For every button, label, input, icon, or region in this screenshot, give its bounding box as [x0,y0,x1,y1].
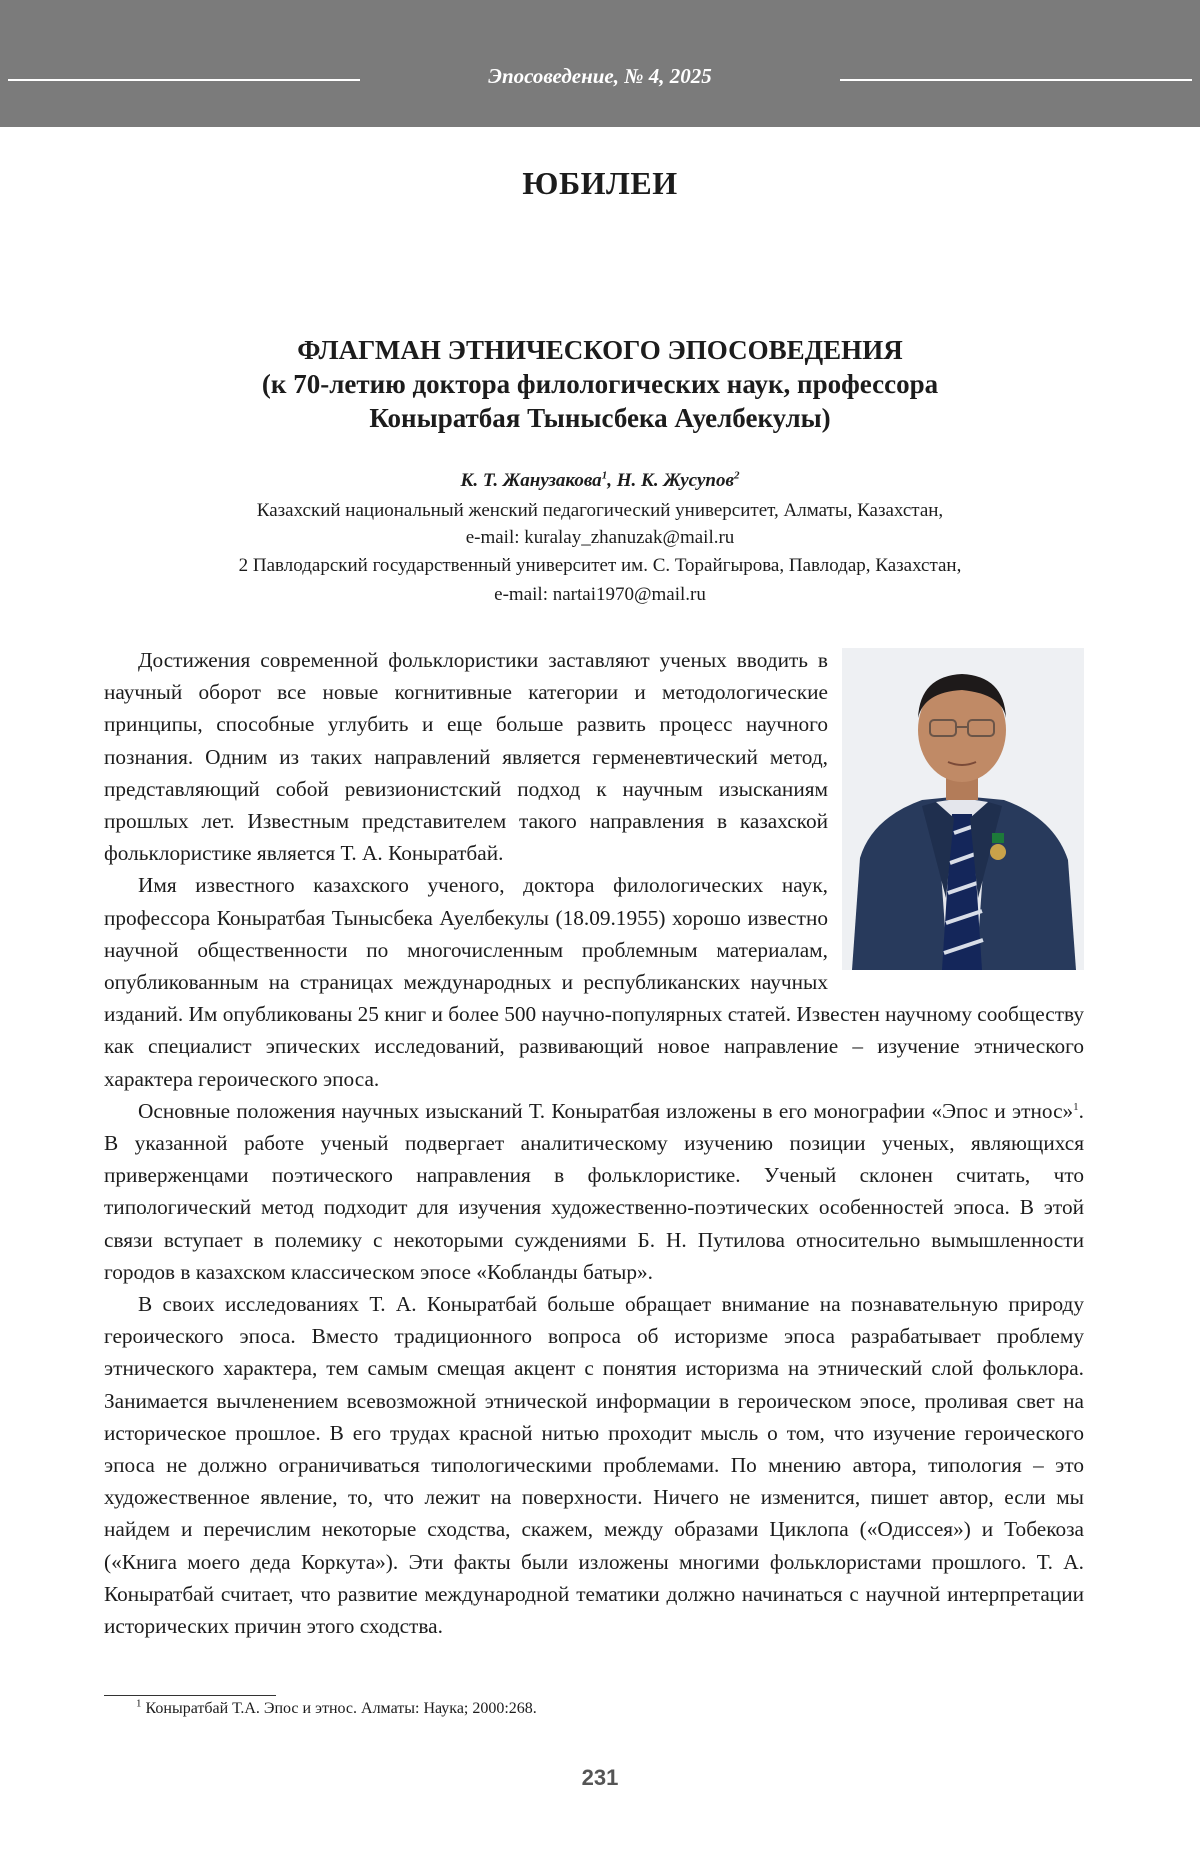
section-title: ЮБИЛЕИ [522,165,678,201]
footnote-text: Коныратбай Т.А. Эпос и этнос. Алматы: Наука; 2000:268. [141,1700,537,1717]
header-rule-right [840,79,1192,81]
article-title [0,333,1200,435]
footnote-rule [104,1695,276,1696]
authors-line [0,470,1200,492]
header-rule-left [8,79,360,81]
journal-header [0,0,1200,127]
author-1-sup: 1 [601,469,608,482]
article-title-line-1: ФЛАГМАН ЭТНИЧЕСКОГО ЭПОСОВЕДЕНИЯ [297,335,903,365]
portrait-photo [842,648,1084,970]
paragraph-2: Имя известного казахского ученого, доктора филологических наук, профессора Коныратбая Тынысбека Ауелбекулы (18.09.1955) хорошо известно научной общественности по многочисленным проблемным материалам, опубликованным на страницах международных и республиканских научных изданий. Им опубликованы 25 книг и более 500 научно-популярных статей. Известен научному сообществу как специалист эпических исследований, развивающий новое направление – изучение этнического характера героического эпоса. [104,873,1084,1091]
journal-title: Эпосоведение, № 4, 2025 [488,64,712,88]
footnote-ref: 1 [1073,1100,1079,1113]
paragraph-3-part-1: Основные положения научных изысканий Т. Коныратбая изложены в его монографии «Эпос и этнос» [138,1098,1074,1123]
paragraph-3 [104,1095,1084,1288]
page-number: 231 [581,1765,619,1790]
footnote [136,1697,537,1718]
author-separator: , [607,470,617,491]
article-title-line-3: Коныратбая Тынысбека Ауелбекулы) [369,403,831,433]
paragraph-3-part-2: . В указанной работе ученый подвергает аналитическому изучению позиции ученых, являющихся приверженцами поэтического направления в фольклористике. Ученый склонен считать, что типологический метод подходит для изучения художественно-поэтических особенностей эпоса. В этой связи вступает в полемику с некоторыми суждениями Б. Н. Путилова относительно вымышленности городов в казахском классическом эпосе «Кобланды батыр». [104,1098,1084,1284]
article-title-line-2: (к 70-летию доктора филологических наук, профессора [261,369,939,399]
paragraph-1: Достижения современной фольклористики заставляют ученых вводить в научный оборот все новые когнитивные категории и методологические принципы, способные углубить и еще больше развить процесс научного познания. Одним из таких направлений является герменевтический метод, представляющий собой ревизионистский подход к научным изысканиям прошлых лет. Известным представителем такого направления в казахской фольклористике является Т. А. Коныратбай. [104,648,828,866]
email-1: e-mail: kuralay_zhanuzak@mail.ru [465,527,735,548]
affiliation-2: 2 Павлодарский государственный университет им. С. Торайгырова, Павлодар, Казахстан, [238,555,962,576]
affiliation-1: Казахский национальный женский педагогический университет, Алматы, Казахстан, [256,500,944,521]
footnote-number: 1 [136,1697,142,1710]
author-2: Н. К. Жусупов [616,470,734,491]
author-2-sup: 2 [733,469,740,482]
paragraph-4: В своих исследованиях Т. А. Коныратбай больше обращает внимание на познавательную природу героического эпоса. Вместо традиционного вопроса об историзме эпоса разрабатывает проблему этнического характера, тем самым смещая акцент с понятия историзма на этнический слой фольклора. Занимается вычленением всевозможной этнической информации в героическом эпосе, проливая свет на историческое прошлое. В его трудах красной нитью проходит мысль о том, что изучение героического эпоса не должно ограничиваться типологическими проблемами. По мнению автора, типология – это художественное явление, то, что лежит на поверхности. Ничего не изменится, пишет автор, если мы найдем и перечислим некоторые сходства, скажем, между образами Циклопа («Одиссея») и Тобекоза («Книга моего деда Коркута»). Эти факты были изложены многими фольклористами прошлого. Т. А. Коныратбай считает, что развитие международной тематики должно начинаться с научной интерпретации исторических причин этого сходства. [104,1292,1084,1639]
article-body [104,644,1084,1642]
email-2: e-mail: nartai1970@mail.ru [494,584,706,605]
author-1: К. Т. Жанузакова [460,470,602,491]
